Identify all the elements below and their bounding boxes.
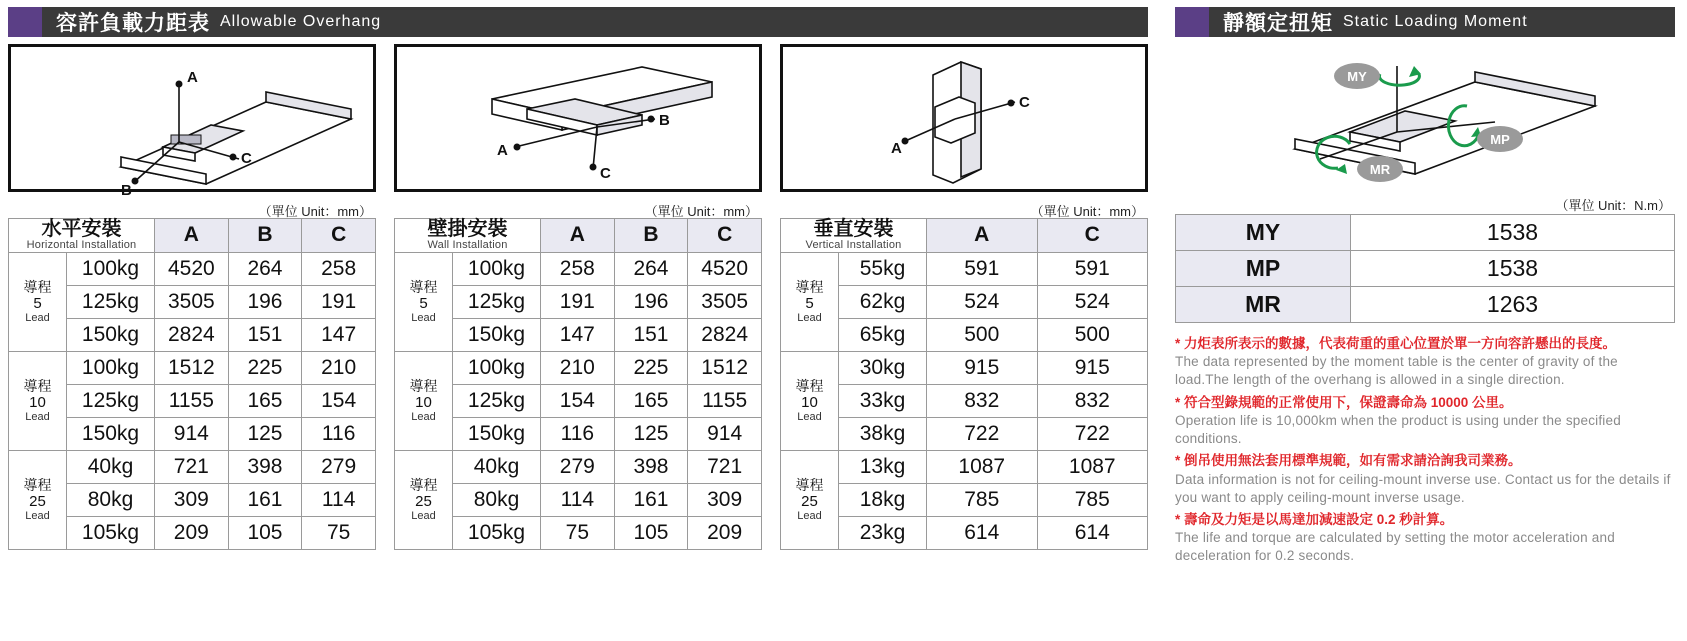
note-en: The data represented by the moment table is the center of gravity of the load.The length of the overhang is allowed in a single direction. bbox=[1175, 354, 1618, 388]
value-cell: 191 bbox=[541, 285, 615, 318]
figure-label-a: A bbox=[187, 69, 198, 86]
value-cell: 258 bbox=[541, 252, 615, 285]
install-en: Wall Installation bbox=[427, 239, 508, 251]
value-cell: 785 bbox=[1037, 483, 1148, 516]
value-cell: 398 bbox=[228, 450, 302, 483]
value-cell: 225 bbox=[614, 351, 688, 384]
table-vertical-installation bbox=[780, 218, 1148, 550]
figure-label-b: B bbox=[659, 112, 670, 129]
col-a: A bbox=[155, 219, 229, 253]
figure-label-b: B bbox=[121, 182, 132, 199]
header-bar bbox=[42, 7, 1148, 37]
load-cell: 30kg bbox=[839, 351, 927, 384]
value-cell: 500 bbox=[927, 318, 1037, 351]
header-bar bbox=[1209, 7, 1675, 37]
value-cell: 165 bbox=[614, 384, 688, 417]
table-wrap-vertical bbox=[780, 218, 1148, 550]
value-cell: 1512 bbox=[688, 351, 762, 384]
value-cell: 225 bbox=[228, 351, 302, 384]
value-cell: 832 bbox=[1037, 384, 1148, 417]
value-cell: 114 bbox=[541, 483, 615, 516]
notes-list bbox=[1175, 335, 1675, 566]
value-cell: 165 bbox=[228, 384, 302, 417]
header-install bbox=[395, 219, 541, 253]
value-cell: 832 bbox=[927, 384, 1037, 417]
load-cell: 55kg bbox=[839, 252, 927, 285]
value-cell: 1087 bbox=[927, 450, 1037, 483]
header-accent-block bbox=[1175, 7, 1209, 37]
unit-label-moment: （單位 Unit：N.m） bbox=[1555, 198, 1671, 213]
figure-label-c: C bbox=[600, 165, 611, 182]
col-c: C bbox=[1037, 219, 1148, 253]
col-c: C bbox=[688, 219, 762, 253]
figure-wall-installation bbox=[394, 44, 762, 192]
value-cell: 2824 bbox=[688, 318, 762, 351]
vertical-installation-drawing bbox=[783, 47, 1145, 189]
lead-group-5: 導程 5 Lead bbox=[395, 252, 453, 351]
value-cell: 309 bbox=[155, 483, 229, 516]
col-a: A bbox=[927, 219, 1037, 253]
value-cell: 210 bbox=[302, 351, 376, 384]
value-cell: 116 bbox=[541, 417, 615, 450]
value-cell: 161 bbox=[614, 483, 688, 516]
load-cell: 125kg bbox=[67, 285, 155, 318]
lead-group-25: 導程 25 Lead bbox=[781, 450, 839, 549]
table-wrap-horizontal bbox=[8, 218, 376, 550]
value-cell: 209 bbox=[688, 516, 762, 549]
value-cell: 500 bbox=[1037, 318, 1148, 351]
lead-group-5: 導程 5 Lead bbox=[9, 252, 67, 351]
note-cn: * 符合型錄規範的正常使用下，保證壽命為 10000 公里。 bbox=[1175, 394, 1513, 410]
value-cell: 524 bbox=[1037, 285, 1148, 318]
value-cell: 75 bbox=[302, 516, 376, 549]
value-cell: 116 bbox=[302, 417, 376, 450]
value-cell: 151 bbox=[614, 318, 688, 351]
table-row bbox=[781, 450, 1148, 483]
value-cell: 105 bbox=[614, 516, 688, 549]
value-cell: 914 bbox=[688, 417, 762, 450]
value-cell: 721 bbox=[155, 450, 229, 483]
moment-value: 1263 bbox=[1351, 287, 1675, 323]
lead-group-10: 導程 10 Lead bbox=[9, 351, 67, 450]
load-cell: 125kg bbox=[67, 384, 155, 417]
value-cell: 264 bbox=[614, 252, 688, 285]
lead-group-10: 導程 10 Lead bbox=[395, 351, 453, 450]
value-cell: 1087 bbox=[1037, 450, 1148, 483]
overhang-figures bbox=[8, 44, 1148, 199]
install-cn: 水平安裝 bbox=[41, 218, 122, 240]
value-cell: 209 bbox=[155, 516, 229, 549]
col-a: A bbox=[541, 219, 615, 253]
load-cell: 100kg bbox=[453, 252, 541, 285]
value-cell: 721 bbox=[688, 450, 762, 483]
lead-group-10: 導程 10 Lead bbox=[781, 351, 839, 450]
value-cell: 147 bbox=[302, 318, 376, 351]
moment-label: MP bbox=[1176, 251, 1351, 287]
table-row bbox=[395, 351, 762, 384]
load-cell: 80kg bbox=[453, 483, 541, 516]
lead-group-25: 導程 25 Lead bbox=[395, 450, 453, 549]
value-cell: 210 bbox=[541, 351, 615, 384]
table-wall-installation bbox=[394, 218, 762, 550]
overhang-tables bbox=[8, 218, 1148, 550]
install-en: Vertical Installation bbox=[805, 239, 902, 251]
lead-group-5: 導程 5 Lead bbox=[781, 252, 839, 351]
load-cell: 105kg bbox=[67, 516, 155, 549]
note-cn: * 壽命及力矩是以馬達加減速設定 0.2 秒計算。 bbox=[1175, 511, 1454, 527]
unit-label-horizontal: （單位 Unit：mm） bbox=[258, 204, 372, 219]
value-cell: 154 bbox=[541, 384, 615, 417]
figure-label-a: A bbox=[891, 140, 902, 157]
table-row bbox=[781, 351, 1148, 384]
value-cell: 161 bbox=[228, 483, 302, 516]
value-cell: 722 bbox=[1037, 417, 1148, 450]
load-cell: 65kg bbox=[839, 318, 927, 351]
value-cell: 279 bbox=[302, 450, 376, 483]
table-header-row bbox=[781, 219, 1148, 253]
header-accent-block bbox=[8, 7, 42, 37]
unit-label-vertical: （單位 Unit：mm） bbox=[1030, 204, 1144, 219]
load-cell: 150kg bbox=[453, 417, 541, 450]
value-cell: 1512 bbox=[155, 351, 229, 384]
value-cell: 147 bbox=[541, 318, 615, 351]
static-loading-moment-section bbox=[1175, 6, 1675, 566]
table-row bbox=[9, 450, 376, 483]
table-row bbox=[395, 450, 762, 483]
load-cell: 13kg bbox=[839, 450, 927, 483]
table-row bbox=[1176, 215, 1675, 251]
value-cell: 524 bbox=[927, 285, 1037, 318]
figure-label-c: C bbox=[241, 150, 252, 167]
install-en: Horizontal Installation bbox=[26, 239, 137, 251]
moment-label-my: MY bbox=[1347, 69, 1367, 84]
col-b: B bbox=[228, 219, 302, 253]
value-cell: 591 bbox=[927, 252, 1037, 285]
value-cell: 264 bbox=[228, 252, 302, 285]
install-cn: 垂直安裝 bbox=[813, 218, 894, 240]
table-horizontal-installation bbox=[8, 218, 376, 550]
unit-labels-row bbox=[8, 198, 1148, 218]
value-cell: 785 bbox=[927, 483, 1037, 516]
value-cell: 125 bbox=[614, 417, 688, 450]
moment-drawing bbox=[1175, 44, 1675, 192]
table-wrap-wall bbox=[394, 218, 762, 550]
note-en: Operation life is 10,000km when the product is using under the specified conditions. bbox=[1175, 412, 1621, 447]
value-cell: 258 bbox=[302, 252, 376, 285]
figure-horizontal-installation bbox=[8, 44, 376, 199]
col-c: C bbox=[302, 219, 376, 253]
value-cell: 105 bbox=[228, 516, 302, 549]
load-cell: 125kg bbox=[453, 384, 541, 417]
moment-label-mp: MP bbox=[1490, 132, 1510, 147]
value-cell: 151 bbox=[228, 318, 302, 351]
header-install bbox=[9, 219, 155, 253]
moment-value: 1538 bbox=[1351, 251, 1675, 287]
horizontal-installation-drawing bbox=[11, 47, 373, 199]
section-title-en: Allowable Overhang bbox=[220, 13, 382, 30]
table-header-row bbox=[9, 219, 376, 253]
load-cell: 40kg bbox=[453, 450, 541, 483]
load-cell: 40kg bbox=[67, 450, 155, 483]
value-cell: 191 bbox=[302, 285, 376, 318]
value-cell: 4520 bbox=[155, 252, 229, 285]
load-cell: 80kg bbox=[67, 483, 155, 516]
figure-vertical-installation bbox=[780, 44, 1148, 192]
value-cell: 914 bbox=[155, 417, 229, 450]
moment-label: MY bbox=[1176, 215, 1351, 251]
section-title-cn: 靜額定扭矩 bbox=[1223, 12, 1333, 35]
unit-label-wall: （單位 Unit：mm） bbox=[644, 204, 758, 219]
note-cn: * 力炬表所表示的數據，代表荷重的重心位置於單一方向容許懸出的長度。 bbox=[1175, 336, 1617, 351]
value-cell: 3505 bbox=[688, 285, 762, 318]
figure-moment-directions bbox=[1175, 44, 1675, 192]
load-cell: 125kg bbox=[453, 285, 541, 318]
value-cell: 154 bbox=[302, 384, 376, 417]
note-en: The life and torque are calculated by setting the motor acceleration and deceleration for 0.2 seconds. bbox=[1175, 530, 1615, 564]
section-header-moment bbox=[1175, 6, 1675, 38]
moment-value: 1538 bbox=[1351, 215, 1675, 251]
value-cell: 614 bbox=[1037, 516, 1148, 549]
value-cell: 614 bbox=[927, 516, 1037, 549]
value-cell: 125 bbox=[228, 417, 302, 450]
load-cell: 62kg bbox=[839, 285, 927, 318]
value-cell: 2824 bbox=[155, 318, 229, 351]
table-row bbox=[1176, 251, 1675, 287]
note-cn: * 倒吊使用無法套用標準規範，如有需求請洽詢我司業務。 bbox=[1175, 453, 1522, 469]
value-cell: 309 bbox=[688, 483, 762, 516]
value-cell: 196 bbox=[228, 285, 302, 318]
section-title-en: Static Loading Moment bbox=[1343, 13, 1528, 30]
col-b: B bbox=[614, 219, 688, 253]
value-cell: 915 bbox=[927, 351, 1037, 384]
allowable-overhang-section bbox=[8, 6, 1148, 550]
value-cell: 3505 bbox=[155, 285, 229, 318]
table-row bbox=[9, 252, 376, 285]
moment-label: MR bbox=[1176, 287, 1351, 323]
value-cell: 398 bbox=[614, 450, 688, 483]
load-cell: 105kg bbox=[453, 516, 541, 549]
load-cell: 38kg bbox=[839, 417, 927, 450]
value-cell: 1155 bbox=[688, 384, 762, 417]
value-cell: 915 bbox=[1037, 351, 1148, 384]
table-row bbox=[1176, 287, 1675, 323]
figure-label-a: A bbox=[497, 142, 508, 159]
value-cell: 114 bbox=[302, 483, 376, 516]
load-cell: 18kg bbox=[839, 483, 927, 516]
figure-label-c: C bbox=[1019, 94, 1030, 111]
value-cell: 4520 bbox=[688, 252, 762, 285]
value-cell: 722 bbox=[927, 417, 1037, 450]
load-cell: 100kg bbox=[67, 351, 155, 384]
value-cell: 1155 bbox=[155, 384, 229, 417]
load-cell: 100kg bbox=[67, 252, 155, 285]
load-cell: 150kg bbox=[67, 417, 155, 450]
table-header-row bbox=[395, 219, 762, 253]
load-cell: 150kg bbox=[67, 318, 155, 351]
load-cell: 150kg bbox=[453, 318, 541, 351]
table-static-loading-moment bbox=[1175, 214, 1675, 323]
note-en: Data information is not for ceiling-mount inverse use. Contact us for the details if you want to apply ceiling-mount inverse usage. bbox=[1175, 471, 1671, 505]
wall-installation-drawing bbox=[397, 47, 759, 189]
load-cell: 100kg bbox=[453, 351, 541, 384]
moment-label-mr: MR bbox=[1369, 162, 1391, 177]
table-row bbox=[395, 252, 762, 285]
lead-group-25: 導程 25 Lead bbox=[9, 450, 67, 549]
install-cn: 壁掛安裝 bbox=[427, 218, 508, 240]
value-cell: 75 bbox=[541, 516, 615, 549]
section-header-overhang bbox=[8, 6, 1148, 38]
header-install bbox=[781, 219, 927, 253]
value-cell: 279 bbox=[541, 450, 615, 483]
value-cell: 591 bbox=[1037, 252, 1148, 285]
load-cell: 33kg bbox=[839, 384, 927, 417]
value-cell: 196 bbox=[614, 285, 688, 318]
table-row bbox=[781, 252, 1148, 285]
load-cell: 23kg bbox=[839, 516, 927, 549]
table-row bbox=[9, 351, 376, 384]
section-title-cn: 容許負載力距表 bbox=[56, 12, 210, 35]
